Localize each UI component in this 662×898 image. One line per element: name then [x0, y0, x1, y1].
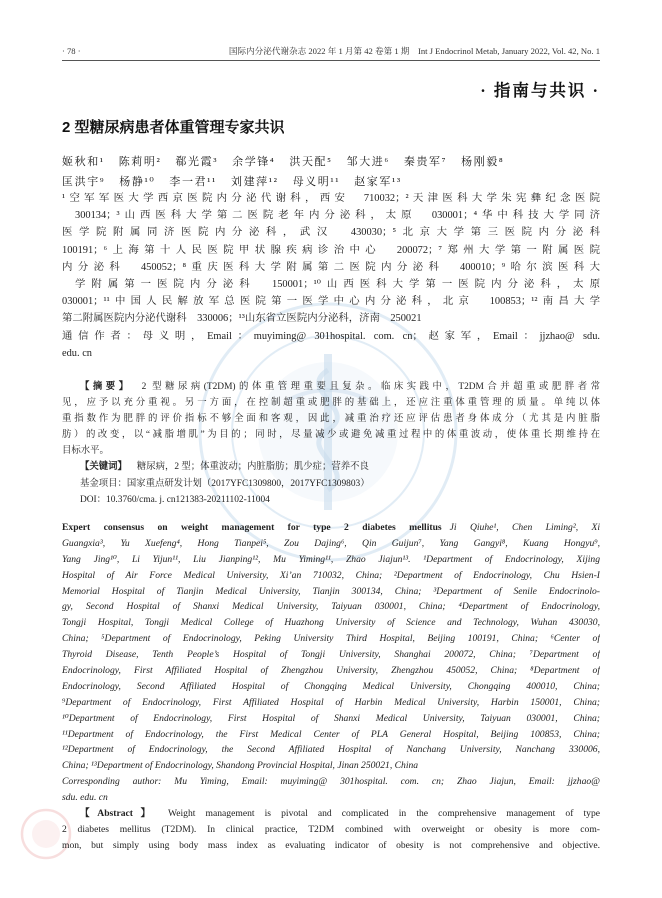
journal-citation: 国际内分泌代谢杂志 2022 年 1 月第 42 卷第 1 期 Int J Endocrinol Metab, January 2022, Vol. 42, No. 1: [228, 46, 600, 56]
abstract-line: 肪）的改变，以“减脂增肌”为目的；同时，尽量减少或避免减重过程中的体重波动，使体重长期维持在: [62, 430, 600, 441]
affiliation-line: 300134；³山西医科大学第二医院老年内分泌科，太原 030001；⁴华中科技大学同济: [75, 210, 600, 222]
affiliation-line: 内分泌科 450052；⁸重庆医科大学附属第二医院内分泌科 400010；⁹哈尔滨医科大: [62, 261, 600, 273]
affiliation-line: 学附属第一医院内分泌科 150001；¹⁰山西医科大学第一医院内分泌科，太原: [75, 278, 600, 290]
author-name: 李一君¹¹: [169, 176, 217, 188]
page-number: · 78 ·: [62, 46, 81, 56]
affiliation-line: 100191；⁶上海第十人民医院甲状腺疾病诊治中心 200072；⁷郑州大学第一附属医院: [62, 244, 600, 256]
doi-line: DOI：10.3760/cma. j. cn121383-20211102-11004: [80, 494, 270, 505]
english-abstract-text: Weight management is pivotal and complicated in the comprehensive management of type: [167, 808, 600, 820]
english-affiliation-line: ¹¹Department of Endocrinology, the First Medical Center of PLA General Hospital, Beijing 100853, China;: [62, 728, 600, 740]
english-title-line: [62, 520, 600, 536]
corresponding-author-cn: 通信作者：母义明，Email：muyiming@ 301hospital. com. cn；赵家军，Email：jjzhao@ sdu.: [62, 330, 600, 342]
english-affiliation-line: gy, Second Hospital of Shanxi Medical University, Taiyuan 030001, China; ⁴Department of Endocrinology,: [62, 601, 600, 613]
funding-line: 基金项目：国家重点研发计划（2017YFC1309800，2017YFC1309803）: [80, 478, 370, 489]
abstract-line: [62, 379, 600, 395]
english-corresponding-author: sdu. edu. cn: [62, 792, 108, 804]
author-name: 母义明¹¹: [292, 176, 341, 188]
section-label: · 指南与共识 ·: [480, 81, 600, 100]
english-abstract-line: 2 diabetes mellitus (T2DM). In clinical practice, T2DM combined with overweight or obesity is more com-: [62, 823, 600, 835]
english-affiliation-line: Yang Jing¹⁰, Li Yijun¹¹, Liu Jianping¹², Mu Yiming¹¹, Zhao Jiajun¹³. ¹Department of Endocrinology, Xijing: [62, 553, 600, 565]
english-affiliation-line: ¹²Department of Endocrinology, the Second Affiliated Hospital of Nanchang University, Nanchang 330006,: [62, 744, 600, 756]
english-affiliation-line: Guangxia³, Yu Xuefeng⁴, Hong Tianpei⁵, Zou Dajing⁶, Qin Guijun⁷, Yang Gangyi⁸, Kuang Hongyu⁹,: [62, 537, 600, 549]
author-name: 匡洪宇⁹: [62, 176, 106, 188]
abstract-text: 2 型糖尿病(T2DM)的体重管理重要且复杂。临床实践中，T2DM合并超重或肥胖者常: [141, 382, 600, 392]
english-abstract-label: 【Abstract】: [80, 808, 158, 820]
abstract-line: 重指数作为肥胖的评价指标不够全面和客观，因此，减重治疗还应评估患者身体成分（尤其是内脏脂: [62, 414, 600, 425]
affiliation-line: ¹空军军医大学西京医院内分泌代谢科，西安 710032；²天津医科大学朱宪彝纪念医院: [62, 193, 600, 204]
author-name: 洪天配⁵: [289, 156, 333, 168]
english-affiliation-line: China; ⁵Department of Endocrinology, Peking University Third Hospital, Beijing 100191, China; ⁶Center of: [62, 633, 600, 645]
english-affiliation-line: Hospital of Air Force Medical University, Xi’an 710032, China; ²Department of Endocrinology, Chu Hsien-I: [62, 569, 600, 581]
abstract-cn: [62, 379, 600, 508]
author-row: [62, 171, 600, 191]
keywords-text: 糖尿病，2 型；体重波动；内脏脂肪；肌少症；营养不良: [136, 462, 369, 473]
english-authors: Ji Qiuhe¹, Chen Liming², Xi: [449, 522, 600, 533]
keywords-label: 【关键词】: [80, 462, 127, 473]
affiliations-cn: [62, 190, 600, 362]
author-list-cn: [62, 151, 600, 191]
english-corresponding-author: Corresponding author: Mu Yiming, Email: muyiming@ 301hospital. com. cn; Zhao Jiajun, Email: jjzhao@: [62, 776, 600, 788]
author-name: 邹大进⁶: [346, 156, 390, 168]
corresponding-author-cn: edu. cn: [62, 347, 93, 359]
abstract-line: 见，应予以充分重视。另一方面，在控制超重或肥胖的基础上，还应注重体重管理的质量。单纯以体: [62, 398, 600, 409]
author-name: 刘建萍¹²: [230, 176, 279, 188]
english-affiliation-line: ¹⁰Department of Endocrinology, First Hospital of Shanxi Medical University, Taiyuan 030001, China;: [62, 712, 600, 724]
author-name: 秦贵军⁷: [403, 156, 448, 168]
english-affiliation-line: Endocrinology, Second Affiliated Hospital of Chongqing Medical University, Chongqing 400010, China;: [62, 680, 600, 692]
affiliation-line: 030001；¹¹中国人民解放军总医院第一医学中心内分泌科，北京 100853；¹²南昌大学: [62, 296, 600, 308]
author-row: [62, 151, 600, 171]
author-name: 赵家军¹³: [354, 176, 402, 188]
author-name: 姬秋和¹: [62, 156, 105, 168]
english-front-matter: [62, 520, 600, 854]
english-affiliation-line: China; ¹³Department of Endocrinology, Shandong Provincial Hospital, Jinan 250021, China: [62, 760, 419, 772]
running-header: [62, 44, 600, 61]
author-name: 杨刚毅⁸: [461, 156, 505, 168]
affiliation-line: 医学院附属同济医院内分泌科，武汉 430030；⁵北京大学第三医院内分泌科: [62, 227, 600, 239]
author-name: 郗光霞³: [175, 156, 219, 168]
author-name: 陈莉明²: [118, 156, 162, 168]
abstract-label: 【摘要】: [80, 382, 132, 392]
abstract-line: 目标水平。: [62, 446, 109, 457]
author-name: 杨静¹⁰: [119, 176, 156, 188]
english-abstract-line: [62, 806, 600, 822]
english-abstract-line: mon, but simply using body mass index as evaluating indicator of obesity is not comprehensive and objective.: [62, 839, 600, 851]
keywords-cn: [62, 459, 600, 475]
english-affiliation-line: Endocrinology, First Affiliated Hospital of Zhengzhou University, Zhengzhou 450052, China; ⁸Department of: [62, 665, 600, 677]
english-affiliation-line: Memorial Hospital of Tianjin Medical University, Tianjin 300134, China; ³Department of Senile Endocrinolo-: [62, 585, 600, 597]
author-name: 余学锋⁴: [232, 156, 276, 168]
english-affiliation-line: ⁹Department of Endocrinology, First Affiliated Hospital of Harbin Medical University, Harbin 150001, China;: [62, 696, 600, 708]
english-affiliation-line: Tongji Hospital, Tongji Medical College of Huazhong University of Science and Technology, Wuhan 430030,: [62, 617, 600, 629]
affiliation-line: 第二附属医院内分泌代谢科 330006；¹³山东省立医院内分泌科，济南 250021: [62, 313, 422, 325]
english-affiliation-line: Thyroid Disease, Tenth People’s Hospital of Tongji University, Shanghai 200072, China; ⁷Department of: [62, 649, 600, 661]
article-title: 2 型糖尿病患者体重管理专家共识: [62, 119, 285, 136]
english-title: Expert consensus on weight management for type 2 diabetes mellitus: [62, 522, 442, 533]
